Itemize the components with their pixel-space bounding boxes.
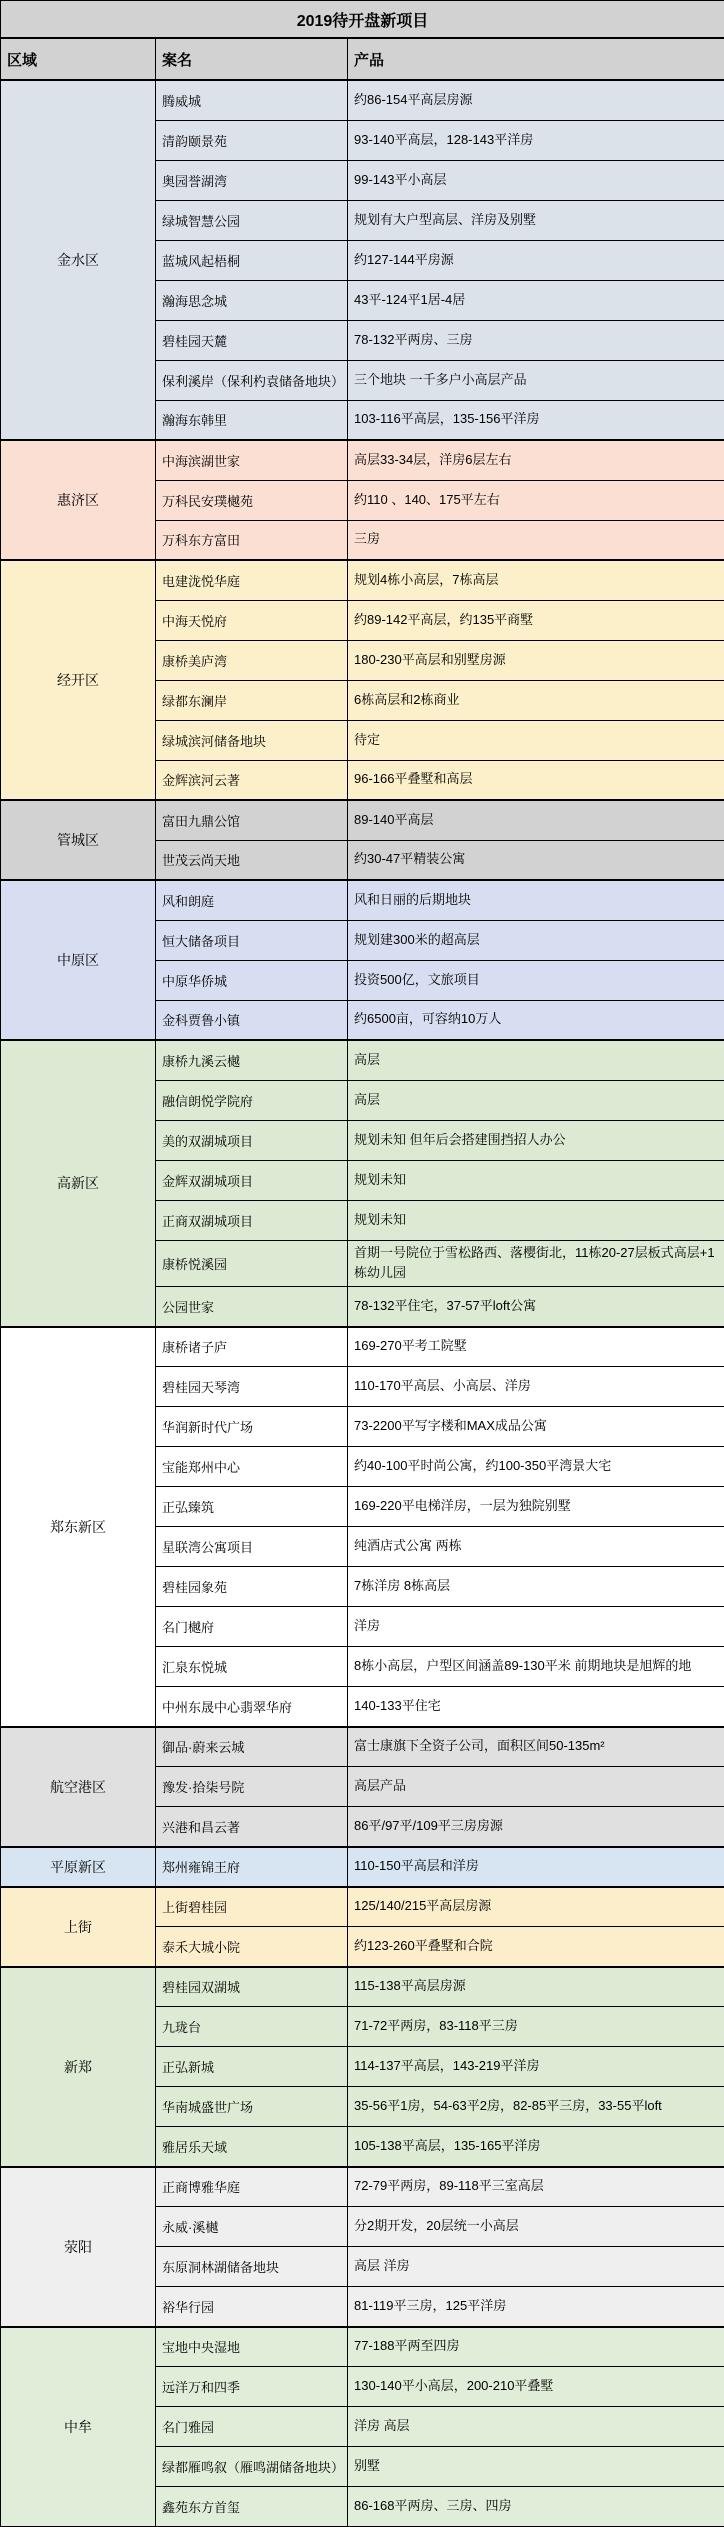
product-cell: 三个地块 一千多户小高层产品 bbox=[348, 360, 724, 400]
project-name-cell: 正弘臻筑 bbox=[156, 1487, 348, 1527]
product-cell: 125/140/215平高层房源 bbox=[348, 1887, 724, 1927]
product-cell: 93-140平高层，128-143平洋房 bbox=[348, 120, 724, 160]
product-cell: 8栋小高层，户型区间涵盖89-130平米 前期地块是旭辉的地 bbox=[348, 1647, 724, 1687]
region-cell: 管城区 bbox=[1, 800, 156, 880]
region-cell: 高新区 bbox=[1, 1040, 156, 1327]
product-cell: 89-140平高层 bbox=[348, 800, 724, 840]
product-cell: 高层 洋房 bbox=[348, 2247, 724, 2287]
project-name-cell: 泰禾大城小院 bbox=[156, 1927, 348, 1967]
project-name-cell: 宝地中央湿地 bbox=[156, 2327, 348, 2367]
project-name-cell: 正弘新城 bbox=[156, 2047, 348, 2087]
project-name-cell: 汇泉东悦城 bbox=[156, 1647, 348, 1687]
project-name-cell: 碧桂园象苑 bbox=[156, 1567, 348, 1607]
region-cell: 经开区 bbox=[1, 560, 156, 800]
product-cell: 约127-144平房源 bbox=[348, 240, 724, 280]
product-cell: 高层33-34层，洋房6层左右 bbox=[348, 440, 724, 480]
product-cell: 86-168平两房、三房、四房 bbox=[348, 2487, 724, 2527]
column-header-product: 产品 bbox=[348, 38, 724, 80]
project-name-cell: 富田九鼎公馆 bbox=[156, 800, 348, 840]
project-name-cell: 名门樾府 bbox=[156, 1607, 348, 1647]
product-cell: 77-188平两至四房 bbox=[348, 2327, 724, 2367]
product-cell: 169-270平考工院墅 bbox=[348, 1327, 724, 1367]
project-name-cell: 康桥美庐湾 bbox=[156, 640, 348, 680]
product-cell: 高层 bbox=[348, 1080, 724, 1120]
project-name-cell: 裕华行园 bbox=[156, 2287, 348, 2327]
product-cell: 规划未知 但年后会搭建围挡招人办公 bbox=[348, 1120, 724, 1160]
product-cell: 规划有大户型高层、洋房及别墅 bbox=[348, 200, 724, 240]
product-cell: 洋房 高层 bbox=[348, 2407, 724, 2447]
project-name-cell: 万科东方富田 bbox=[156, 520, 348, 560]
table-row bbox=[1, 80, 724, 120]
product-cell: 114-137平高层，143-219平洋房 bbox=[348, 2047, 724, 2087]
product-cell: 180-230平高层和别墅房源 bbox=[348, 640, 724, 680]
project-name-cell: 正商博雅华庭 bbox=[156, 2167, 348, 2207]
table-row bbox=[1, 800, 724, 840]
table-header-row bbox=[1, 38, 724, 80]
product-cell: 103-116平高层，135-156平洋房 bbox=[348, 400, 724, 440]
product-cell: 首期一号院位于雪松路西、落樱街北，11栋20-27层板式高层+1栋幼儿园 bbox=[348, 1240, 724, 1287]
projects-table-body bbox=[1, 80, 724, 2527]
project-name-cell: 华润新时代广场 bbox=[156, 1407, 348, 1447]
product-cell: 别墅 bbox=[348, 2447, 724, 2487]
product-cell: 115-138平高层房源 bbox=[348, 1967, 724, 2007]
project-name-cell: 金辉双湖城项目 bbox=[156, 1160, 348, 1200]
project-name-cell: 碧桂园天琴湾 bbox=[156, 1367, 348, 1407]
project-name-cell: 御品·蔚来云城 bbox=[156, 1727, 348, 1767]
project-name-cell: 康桥悦溪园 bbox=[156, 1240, 348, 1287]
region-cell: 上街 bbox=[1, 1887, 156, 1967]
product-cell: 86平/97平/109平三房房源 bbox=[348, 1807, 724, 1847]
product-cell: 高层 bbox=[348, 1040, 724, 1080]
project-name-cell: 奥园誉湖湾 bbox=[156, 160, 348, 200]
table-row bbox=[1, 2327, 724, 2367]
project-name-cell: 保利溪岸（保利杓袁储备地块） bbox=[156, 360, 348, 400]
product-cell: 风和日丽的后期地块 bbox=[348, 880, 724, 920]
project-name-cell: 金辉滨河云著 bbox=[156, 760, 348, 800]
project-name-cell: 绿都东澜岸 bbox=[156, 680, 348, 720]
product-cell: 约110 、140、175平左右 bbox=[348, 480, 724, 520]
project-name-cell: 康桥九溪云樾 bbox=[156, 1040, 348, 1080]
project-name-cell: 鑫苑东方首玺 bbox=[156, 2487, 348, 2527]
product-cell: 约89-142平高层，约135平商墅 bbox=[348, 600, 724, 640]
table-row bbox=[1, 2167, 724, 2207]
product-cell: 规划未知 bbox=[348, 1200, 724, 1240]
project-name-cell: 蓝城风起梧桐 bbox=[156, 240, 348, 280]
product-cell: 73-2200平写字楼和MAX成品公寓 bbox=[348, 1407, 724, 1447]
table-row bbox=[1, 1847, 724, 1887]
project-name-cell: 瀚海东韩里 bbox=[156, 400, 348, 440]
product-cell: 169-220平电梯洋房，一层为独院别墅 bbox=[348, 1487, 724, 1527]
page-title: 2019待开盘新项目 bbox=[1, 1, 724, 39]
project-name-cell: 中海天悦府 bbox=[156, 600, 348, 640]
product-cell: 洋房 bbox=[348, 1607, 724, 1647]
column-header-region: 区域 bbox=[1, 38, 156, 80]
project-name-cell: 宝能郑州中心 bbox=[156, 1447, 348, 1487]
table-row bbox=[1, 440, 724, 480]
product-cell: 110-170平高层、小高层、洋房 bbox=[348, 1367, 724, 1407]
product-cell: 约30-47平精装公寓 bbox=[348, 840, 724, 880]
project-name-cell: 雅居乐天域 bbox=[156, 2127, 348, 2167]
product-cell: 规划4栋小高层，7栋高层 bbox=[348, 560, 724, 600]
product-cell: 规划未知 bbox=[348, 1160, 724, 1200]
project-name-cell: 九珑台 bbox=[156, 2007, 348, 2047]
product-cell: 110-150平高层和洋房 bbox=[348, 1847, 724, 1887]
product-cell: 78-132平住宅，37-57平loft公寓 bbox=[348, 1287, 724, 1327]
table-row bbox=[1, 1040, 724, 1080]
project-name-cell: 远洋万和四季 bbox=[156, 2367, 348, 2407]
region-cell: 航空港区 bbox=[1, 1727, 156, 1847]
project-name-cell: 碧桂园天麓 bbox=[156, 320, 348, 360]
product-cell: 78-132平两房、三房 bbox=[348, 320, 724, 360]
project-name-cell: 电建泷悦华庭 bbox=[156, 560, 348, 600]
product-cell: 投资500亿，文旅项目 bbox=[348, 960, 724, 1000]
project-name-cell: 公园世家 bbox=[156, 1287, 348, 1327]
project-name-cell: 名门雅园 bbox=[156, 2407, 348, 2447]
product-cell: 分2期开发，20层统一小高层 bbox=[348, 2207, 724, 2247]
region-cell: 中原区 bbox=[1, 880, 156, 1040]
region-cell: 荥阳 bbox=[1, 2167, 156, 2327]
product-cell: 43平-124平1居-4居 bbox=[348, 280, 724, 320]
project-name-cell: 星联湾公寓项目 bbox=[156, 1527, 348, 1567]
product-cell: 7栋洋房 8栋高层 bbox=[348, 1567, 724, 1607]
product-cell: 81-119平三房，125平洋房 bbox=[348, 2287, 724, 2327]
project-name-cell: 正商双湖城项目 bbox=[156, 1200, 348, 1240]
region-cell: 郑东新区 bbox=[1, 1327, 156, 1727]
table-row bbox=[1, 1967, 724, 2007]
region-cell: 惠济区 bbox=[1, 440, 156, 560]
project-name-cell: 华南城盛世广场 bbox=[156, 2087, 348, 2127]
project-name-cell: 中原华侨城 bbox=[156, 960, 348, 1000]
project-name-cell: 金科贾鲁小镇 bbox=[156, 1000, 348, 1040]
table-row bbox=[1, 560, 724, 600]
product-cell: 约123-260平叠墅和合院 bbox=[348, 1927, 724, 1967]
project-name-cell: 绿城滨河储备地块 bbox=[156, 720, 348, 760]
product-cell: 纯酒店式公寓 两栋 bbox=[348, 1527, 724, 1567]
project-name-cell: 永威·溪樾 bbox=[156, 2207, 348, 2247]
project-name-cell: 兴港和昌云著 bbox=[156, 1807, 348, 1847]
region-cell: 平原新区 bbox=[1, 1847, 156, 1887]
product-cell: 三房 bbox=[348, 520, 724, 560]
product-cell: 96-166平叠墅和高层 bbox=[348, 760, 724, 800]
table-row bbox=[1, 1727, 724, 1767]
region-cell: 新郑 bbox=[1, 1967, 156, 2167]
project-name-cell: 美的双湖城项目 bbox=[156, 1120, 348, 1160]
project-name-cell: 清韵颐景苑 bbox=[156, 120, 348, 160]
project-name-cell: 风和朗庭 bbox=[156, 880, 348, 920]
product-cell: 35-56平1房，54-63平2房，82-85平三房，33-55平loft bbox=[348, 2087, 724, 2127]
region-cell: 金水区 bbox=[1, 80, 156, 440]
column-header-project: 案名 bbox=[156, 38, 348, 80]
product-cell: 约40-100平时尚公寓，约100-350平湾景大宅 bbox=[348, 1447, 724, 1487]
project-name-cell: 豫发·拾柒号院 bbox=[156, 1767, 348, 1807]
project-name-cell: 融信朗悦学院府 bbox=[156, 1080, 348, 1120]
product-cell: 约6500亩，可容纳10万人 bbox=[348, 1000, 724, 1040]
product-cell: 约86-154平高层房源 bbox=[348, 80, 724, 120]
project-name-cell: 世茂云尚天地 bbox=[156, 840, 348, 880]
project-name-cell: 中州东晟中心翡翠华府 bbox=[156, 1687, 348, 1727]
project-name-cell: 郑州雍锦王府 bbox=[156, 1847, 348, 1887]
project-name-cell: 腾威城 bbox=[156, 80, 348, 120]
table-row bbox=[1, 880, 724, 920]
product-cell: 99-143平小高层 bbox=[348, 160, 724, 200]
product-cell: 6栋高层和2栋商业 bbox=[348, 680, 724, 720]
product-cell: 140-133平住宅 bbox=[348, 1687, 724, 1727]
table-row bbox=[1, 1887, 724, 1927]
project-name-cell: 中海滨湖世家 bbox=[156, 440, 348, 480]
project-name-cell: 绿城智慧公园 bbox=[156, 200, 348, 240]
project-name-cell: 东原洞林湖储备地块 bbox=[156, 2247, 348, 2287]
table-row bbox=[1, 1327, 724, 1367]
table-title-row bbox=[1, 1, 724, 39]
product-cell: 105-138平高层，135-165平洋房 bbox=[348, 2127, 724, 2167]
product-cell: 规划建300米的超高层 bbox=[348, 920, 724, 960]
product-cell: 130-140平小高层，200-210平叠墅 bbox=[348, 2367, 724, 2407]
product-cell: 待定 bbox=[348, 720, 724, 760]
project-name-cell: 瀚海思念城 bbox=[156, 280, 348, 320]
project-name-cell: 绿都雁鸣叙（雁鸣湖储备地块） bbox=[156, 2447, 348, 2487]
project-name-cell: 碧桂园双湖城 bbox=[156, 1967, 348, 2007]
project-name-cell: 上街碧桂园 bbox=[156, 1887, 348, 1927]
project-name-cell: 康桥诸子庐 bbox=[156, 1327, 348, 1367]
region-cell: 中牟 bbox=[1, 2327, 156, 2527]
project-name-cell: 万科民安璞樾苑 bbox=[156, 480, 348, 520]
product-cell: 71-72平两房，83-118平三房 bbox=[348, 2007, 724, 2047]
project-name-cell: 恒大储备项目 bbox=[156, 920, 348, 960]
product-cell: 富士康旗下全资子公司，面积区间50-135m² bbox=[348, 1727, 724, 1767]
product-cell: 72-79平两房，89-118平三室高层 bbox=[348, 2167, 724, 2207]
product-cell: 高层产品 bbox=[348, 1767, 724, 1807]
